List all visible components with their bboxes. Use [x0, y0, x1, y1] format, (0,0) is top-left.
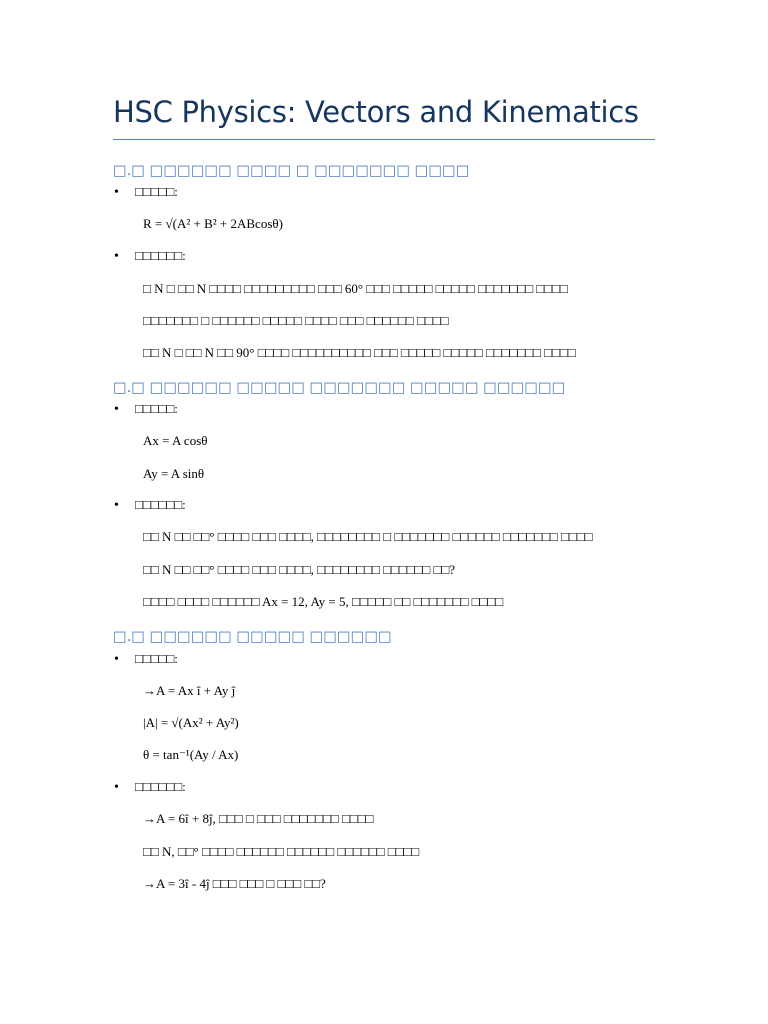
problem-line: →A = 6î + 8ĵ, □□□ □ □□□ □□□□□□□ □□□□ — [143, 811, 374, 826]
bullet-label: □□□□□: — [135, 184, 178, 199]
bullet-problems-3 — [114, 778, 186, 797]
formula-line: |A| = √(Ax² + Ay²) — [143, 715, 239, 730]
bullet-dot: • — [114, 652, 119, 667]
section-heading-1: □.□ □□□□□□ □□□□ □ □□□□□□□ □□□□ — [113, 163, 470, 179]
problem-line: □□□□□□□ □ □□□□□□ □□□□□ □□□□ □□□ □□□□□□ □□□□ — [143, 313, 449, 328]
bullet-label: □□□□□□: — [135, 248, 186, 263]
bullet-label: □□□□□□: — [135, 779, 186, 794]
bullet-dot: • — [114, 185, 119, 200]
problem-line: □□□□ □□□□ □□□□□□ Ax = 12, Ay = 5, □□□□□ □□ □□□□□□□ □□□□ — [143, 594, 504, 609]
bullet-formula-3 — [114, 650, 178, 669]
document-title: HSC Physics: Vectors and Kinematics — [113, 95, 639, 129]
problem-line: □□ N □ □□ N □□ 90° □□□□ □□□□□□□□□□ □□□ □□□□□ □□□□□ □□□□□□□ □□□□ — [143, 345, 576, 360]
formula-line: →A = Ax î + Ay ĵ — [143, 683, 236, 698]
problem-line: □ N □ □□ N □□□□ □□□□□□□□□ □□□ 60° □□□ □□□□□ □□□□□ □□□□□□□ □□□□ — [143, 281, 568, 296]
bullet-formula-2 — [114, 400, 178, 419]
formula-line: R = √(A² + B² + 2ABcosθ) — [143, 216, 283, 231]
bullet-dot: • — [114, 780, 119, 795]
bullet-formula-1 — [114, 183, 178, 202]
problem-line: □□ N, □□° □□□□ □□□□□□ □□□□□□ □□□□□□ □□□□ — [143, 844, 420, 859]
bullet-problems-1 — [114, 247, 186, 266]
formula-line: Ax = A cosθ — [143, 433, 208, 448]
section-heading-2: □.□ □□□□□□ □□□□□ □□□□□□□ □□□□□ □□□□□□ — [113, 380, 566, 396]
bullet-dot: • — [114, 402, 119, 417]
bullet-label: □□□□□□: — [135, 497, 186, 512]
bullet-label: □□□□□: — [135, 651, 178, 666]
bullet-label: □□□□□: — [135, 401, 178, 416]
bullet-dot: • — [114, 498, 119, 513]
bullet-dot: • — [114, 249, 119, 264]
problem-line: □□ N □□ □□° □□□□ □□□ □□□□, □□□□□□□□ □□□□□□ □□? — [143, 562, 455, 577]
formula-line: Ay = A sinθ — [143, 466, 205, 481]
bullet-problems-2 — [114, 496, 186, 515]
title-divider — [113, 139, 655, 140]
problem-line: □□ N □□ □□° □□□□ □□□ □□□□, □□□□□□□□ □ □□□□□□□ □□□□□□ □□□□□□□ □□□□ — [143, 529, 593, 544]
problem-line: →A = 3î - 4ĵ □□□ □□□ □ □□□ □□? — [143, 876, 326, 891]
section-heading-3: □.□ □□□□□□ □□□□□ □□□□□□ — [113, 629, 392, 645]
formula-line: θ = tan⁻¹(Ay / Ax) — [143, 747, 239, 762]
